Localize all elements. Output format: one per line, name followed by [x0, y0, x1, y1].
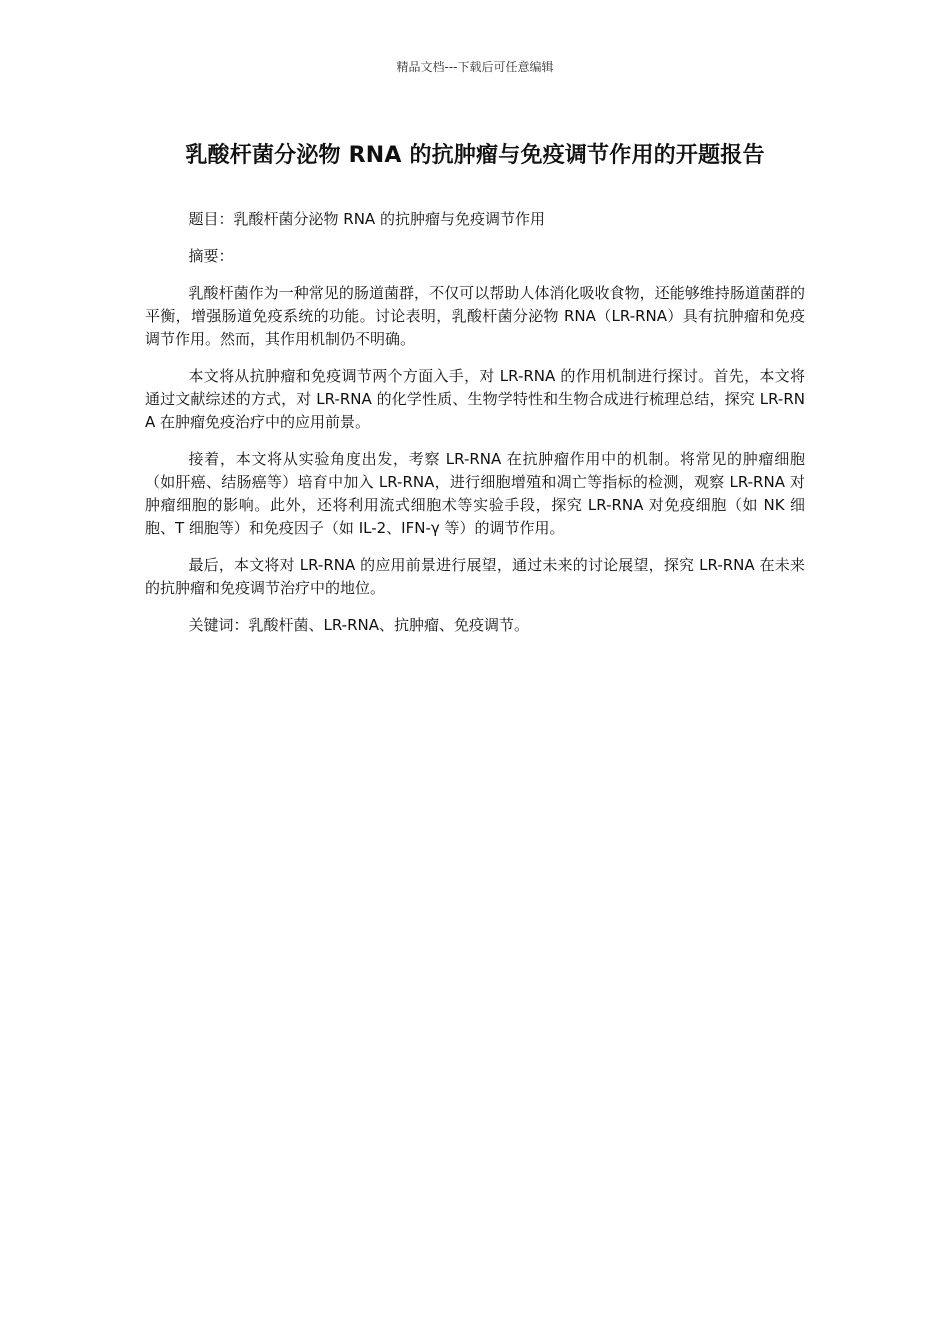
keywords-paragraph: 关键词：乳酸杆菌、LR-RNA、抗肿瘤、免疫调节。	[188, 616, 529, 634]
topic-paragraph: 题目：乳酸杆菌分泌物 RNA 的抗肿瘤与免疫调节作用	[188, 210, 545, 228]
document-body	[145, 208, 805, 651]
abstract-paragraph-4: 最后，本文将对 LR-RNA 的应用前景进行展望，通过未来的讨论展望，探究 LR-RNA 在未来的抗肿瘤和免疫调节治疗中的地位。	[145, 556, 805, 597]
abstract-paragraph-2: 本文将从抗肿瘤和免疫调节两个方面入手，对 LR-RNA 的作用机制进行探讨。首先，本文将通过文献综述的方式，对 LR-RNA 的化学性质、生物学特性和生物合成进行梳理总结，探究 LR-RNA 在肿瘤免疫治疗中的应用前景。	[145, 367, 805, 431]
document-title: 乳酸杆菌分泌物 RNA 的抗肿瘤与免疫调节作用的开题报告	[185, 143, 765, 168]
abstract-heading: 摘要：	[188, 247, 234, 265]
abstract-paragraph-3: 接着，本文将从实验角度出发，考察 LR-RNA 在抗肿瘤作用中的机制。将常见的肿瘤细胞（如肝癌、结肠癌等）培育中加入 LR-RNA，进行细胞增殖和凋亡等指标的检测，观察 LR-RNA 对肿瘤细胞的影响。此外，还将利用流式细胞术等实验手段，探究 LR-RNA 对免疫细胞（如 NK 细胞、T 细胞等）和免疫因子（如 IL-2、IFN-γ 等）的调节作用。	[145, 450, 805, 537]
abstract-paragraph-1: 乳酸杆菌作为一种常见的肠道菌群，不仅可以帮助人体消化吸收食物，还能够维持肠道菌群的平衡，增强肠道免疫系统的功能。讨论表明，乳酸杆菌分泌物 RNA（LR-RNA）具有抗肿瘤和免疫调节作用。然而，其作用机制仍不明确。	[145, 284, 805, 348]
header-note: 精品文档---下载后可任意编辑	[396, 60, 554, 74]
